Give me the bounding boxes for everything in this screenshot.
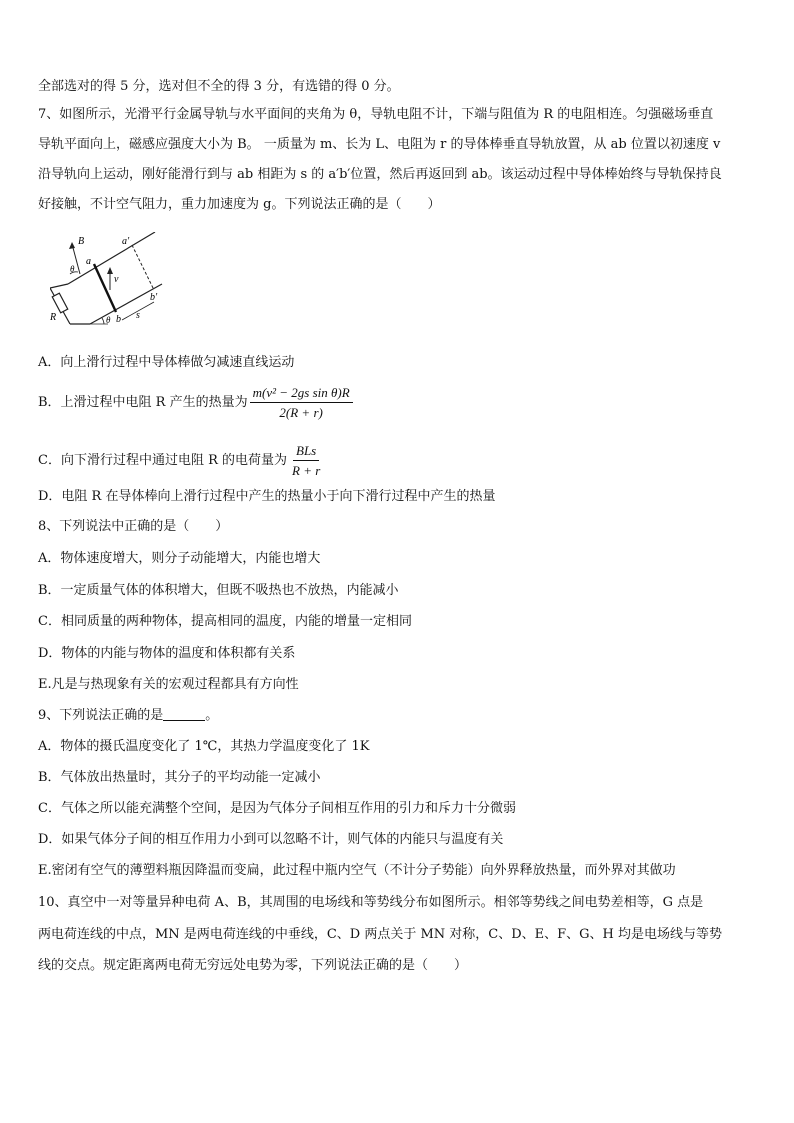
q8-option-e: E.凡是与热现象有关的宏观过程都具有方向性 [38,677,299,692]
label-theta-top: θ [70,264,75,274]
q7-option-c [38,442,758,479]
q8-option-a: A．物体速度增大，则分子动能增大，内能也增大 [38,551,321,566]
label-R: R [50,312,57,323]
q8-option-c: C．相同质量的两种物体，提高相同的温度，内能的增量一定相同 [38,614,412,629]
fraction-denominator: 2(R + r) [279,405,323,420]
label-theta-bottom: θ [106,315,111,325]
label-a-prime: a′ [122,236,130,247]
q9-stem-text: 9、下列说法正确的是 [38,708,164,723]
q7-stem-line-2: 导轨平面向上，磁感应强度大小为 B。 一质量为 m、长为 L、电阻为 r 的导体棒垂直导轨放置，从 ab 位置以初速度 v [38,137,721,152]
q8-option-b: B．一定质量气体的体积增大，但既不吸热也不放热，内能减小 [38,583,399,598]
q8-stem: 8、下列说法中正确的是（ ） [38,519,229,534]
q9-option-b: B．气体放出热量时，其分子的平均动能一定减小 [38,770,321,785]
q7-option-c-text: C．向下滑行过程中通过电阻 R 的电荷量为 [38,453,287,468]
fraction-denominator: R + r [292,463,321,478]
q10-stem-line-2: 两电荷连线的中点，MN 是两电荷连线的中垂线，C、D 两点关于 MN 对称，C、D、E、F、G、H 均是电场线与等势 [38,927,723,942]
label-a: a [86,256,91,267]
label-b: b [116,314,121,325]
answer-blank [163,708,205,721]
q7-option-d: D．电阻 R 在导体棒向上滑行过程中产生的热量小于向下滑行过程中产生的热量 [38,489,496,504]
conductor-rod [94,264,116,312]
instruction-line: 全部选对的得 5 分，选对但不全的得 3 分，有选错的得 0 分。 [38,79,400,94]
q7-stem-line-4: 好接触，不计空气阻力，重力加速度为 g。下列说法正确的是（ ） [38,197,441,212]
q9-stem-end: 。 [205,708,219,723]
dashed-position [132,245,154,290]
q9-option-e: E.密闭有空气的薄塑料瓶因降温而变扁，此过程中瓶内空气（不计分子势能）向外界释放热量，而外界对其做功 [38,863,676,878]
label-b-prime: b′ [150,292,158,303]
q8-option-d: D．物体的内能与物体的温度和体积都有关系 [38,646,296,661]
q7-option-c-fraction [289,442,323,479]
b-field-arrow [69,242,75,249]
q7-figure [50,232,165,332]
q7-option-a: A．向上滑行过程中导体棒做匀减速直线运动 [38,355,295,370]
q9-option-d: D．如果气体分子间的相互作用力小到可以忽略不计，则气体的内能只与温度有关 [38,832,504,847]
q7-option-b [38,384,758,421]
label-s: s [136,310,140,321]
q7-stem-line-3: 沿导轨向上运动，刚好能滑行到与 ab 相距为 s 的 a′b′位置，然后再返回到 ab。该运动过程中导体棒始终与导轨保持良 [38,167,722,182]
q7-option-b-text: B．上滑过程中电阻 R 产生的热量为 [38,395,248,410]
fraction-numerator: BLs [293,442,319,461]
q9-option-a: A．物体的摄氏温度变化了 1℃，其热力学温度变化了 1K [38,739,370,754]
rail-diagram [50,232,165,332]
q10-stem-line-1: 10、真空中一对等量异种电荷 A、B，其周围的电场线和等势线分布如图所示。相邻等势线之间电势差相等，G 点是 [38,895,704,910]
q10-stem-line-3: 线的交点。规定距离两电荷无穷远处电势为零，下列说法正确的是（ ） [38,958,468,973]
fraction-numerator: m(v² − 2gs sin θ)R [250,384,353,403]
q9-stem [38,707,758,724]
q7-option-b-fraction [250,384,353,421]
label-v: v [114,274,119,285]
q7-stem-line-1: 7、如图所示，光滑平行金属导轨与水平面间的夹角为 θ，导轨电阻不计，下端与阻值为 R 的电阻相连。匀强磁场垂直 [38,107,714,122]
velocity-arrow [107,267,113,274]
label-B: B [78,236,85,247]
resistor [52,293,68,313]
q9-option-c: C．气体之所以能充满整个空间，是因为气体分子间相互作用的引力和斥力十分微弱 [38,801,516,816]
